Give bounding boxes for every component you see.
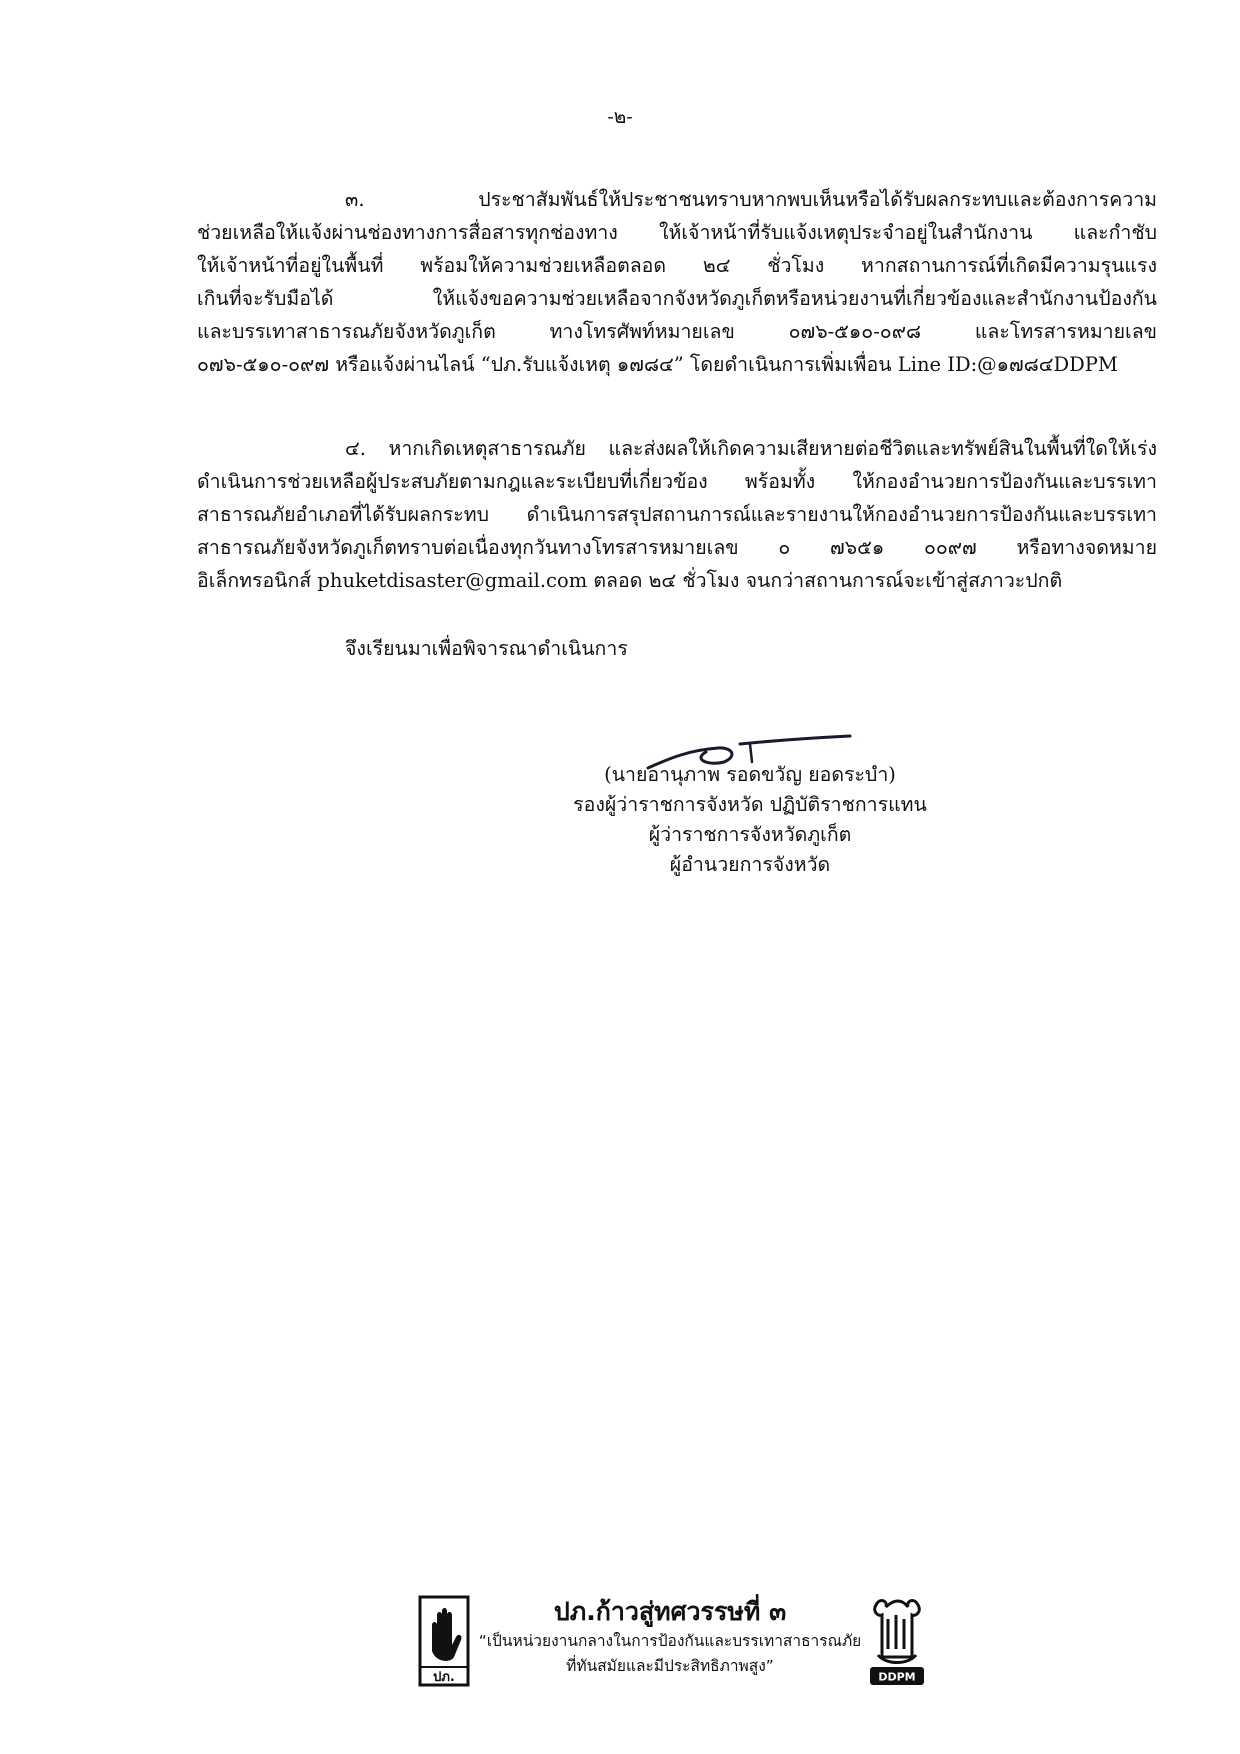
ddpm-hand-logo-icon <box>418 1595 470 1687</box>
paragraph-3-line: ๐๗๖-๕๑๐-๐๙๗ หรือแจ้งผ่านไลน์ “ปภ.รับแจ้งเหตุ ๑๗๘๔” โดยดำเนินการเพิ่มเพื่อน Line ID:@๑๗๘๔DDPM <box>197 353 1118 376</box>
paragraph-3-line: ๓. ประชาสัมพันธ์ให้ประชาชนทราบหากพบเห็นหรือได้รับผลกระทบและต้องการความ <box>345 188 1157 211</box>
paragraph-3 <box>197 183 1157 381</box>
signatory-name: (นายอานุภาพ รอดขวัญ ยอดระบำ) <box>604 763 896 786</box>
paragraph-4-line: ดำเนินการช่วยเหลือผู้ประสบภัยตามกฎและระเบียบที่เกี่ยวข้อง พร้อมทั้ง ให้กองอำนวยการป้องกันและบรรเทา <box>197 470 1157 493</box>
footer <box>0 1595 1240 1705</box>
signature-block <box>520 760 980 880</box>
closing-statement: จึงเรียนมาเพื่อพิจารณาดำเนินการ <box>345 637 628 660</box>
signatory-position: รองผู้ว่าราชการจังหวัด ปฏิบัติราชการแทน <box>573 793 927 816</box>
footer-motto-line: “เป็นหน่วยงานกลางในการป้องกันและบรรเทาสาธารณภัย <box>478 1632 862 1650</box>
page-number: -๒- <box>607 106 633 128</box>
signatory-role: ผู้อำนวยการจังหวัด <box>669 853 831 876</box>
footer-title: ปภ.ก้าวสู่ทศวรรษที่ ๓ <box>553 1597 787 1626</box>
paragraph-4-line: ๔. หากเกิดเหตุสาธารณภัย และส่งผลให้เกิดความเสียหายต่อชีวิตและทรัพย์สินในพื้นที่ใดให้เร่ง <box>345 437 1157 460</box>
paragraph-3-line: ช่วยเหลือให้แจ้งผ่านช่องทางการสื่อสารทุกช่องทาง ให้เจ้าหน้าที่รับแจ้งเหตุประจำอยู่ในสำนักงาน และกำชับ <box>197 221 1157 244</box>
paragraph-3-line: เกินที่จะรับมือได้ ให้แจ้งขอความช่วยเหลือจากจังหวัดภูเก็ตหรือหน่วยงานที่เกี่ยวข้องและสำนักงานป้องกัน <box>197 287 1157 310</box>
paragraph-4-line: สาธารณภัยอำเภอที่ได้รับผลกระทบ ดำเนินการสรุปสถานการณ์และรายงานให้กองอำนวยการป้องกันและบรรเทา <box>197 503 1157 526</box>
left-logo-text: ปภ. <box>433 1670 455 1685</box>
right-logo-text: DDPM <box>878 1670 916 1684</box>
footer-motto-line: ที่ทันสมัยและมีประสิทธิภาพสูง” <box>566 1657 774 1675</box>
signatory-for-title: ผู้ว่าราชการจังหวัดภูเก็ต <box>648 823 852 846</box>
footer-text <box>478 1595 862 1679</box>
paragraph-3-line: ให้เจ้าหน้าที่อยู่ในพื้นที่ พร้อมให้ความช่วยเหลือตลอด ๒๔ ชั่วโมง หากสถานการณ์ที่เกิดมีความรุนแรง <box>197 254 1157 277</box>
paragraph-4-line: อิเล็กทรอนิกส์ phuketdisaster@gmail.com ตลอด ๒๔ ชั่วโมง จนกว่าสถานการณ์จะเข้าสู่สภาวะปกติ <box>197 569 1063 592</box>
paragraph-4 <box>197 432 1157 597</box>
ddpm-emblem-logo-icon <box>866 1595 928 1687</box>
paragraph-4-line: สาธารณภัยจังหวัดภูเก็ตทราบต่อเนื่องทุกวันทางโทรสารหมายเลข ๐ ๗๖๕๑ ๐๐๙๗ หรือทางจดหมาย <box>197 536 1157 559</box>
paragraph-3-line: และบรรเทาสาธารณภัยจังหวัดภูเก็ต ทางโทรศัพท์หมายเลข ๐๗๖-๕๑๐-๐๙๘ และโทรสารหมายเลข <box>197 320 1157 343</box>
